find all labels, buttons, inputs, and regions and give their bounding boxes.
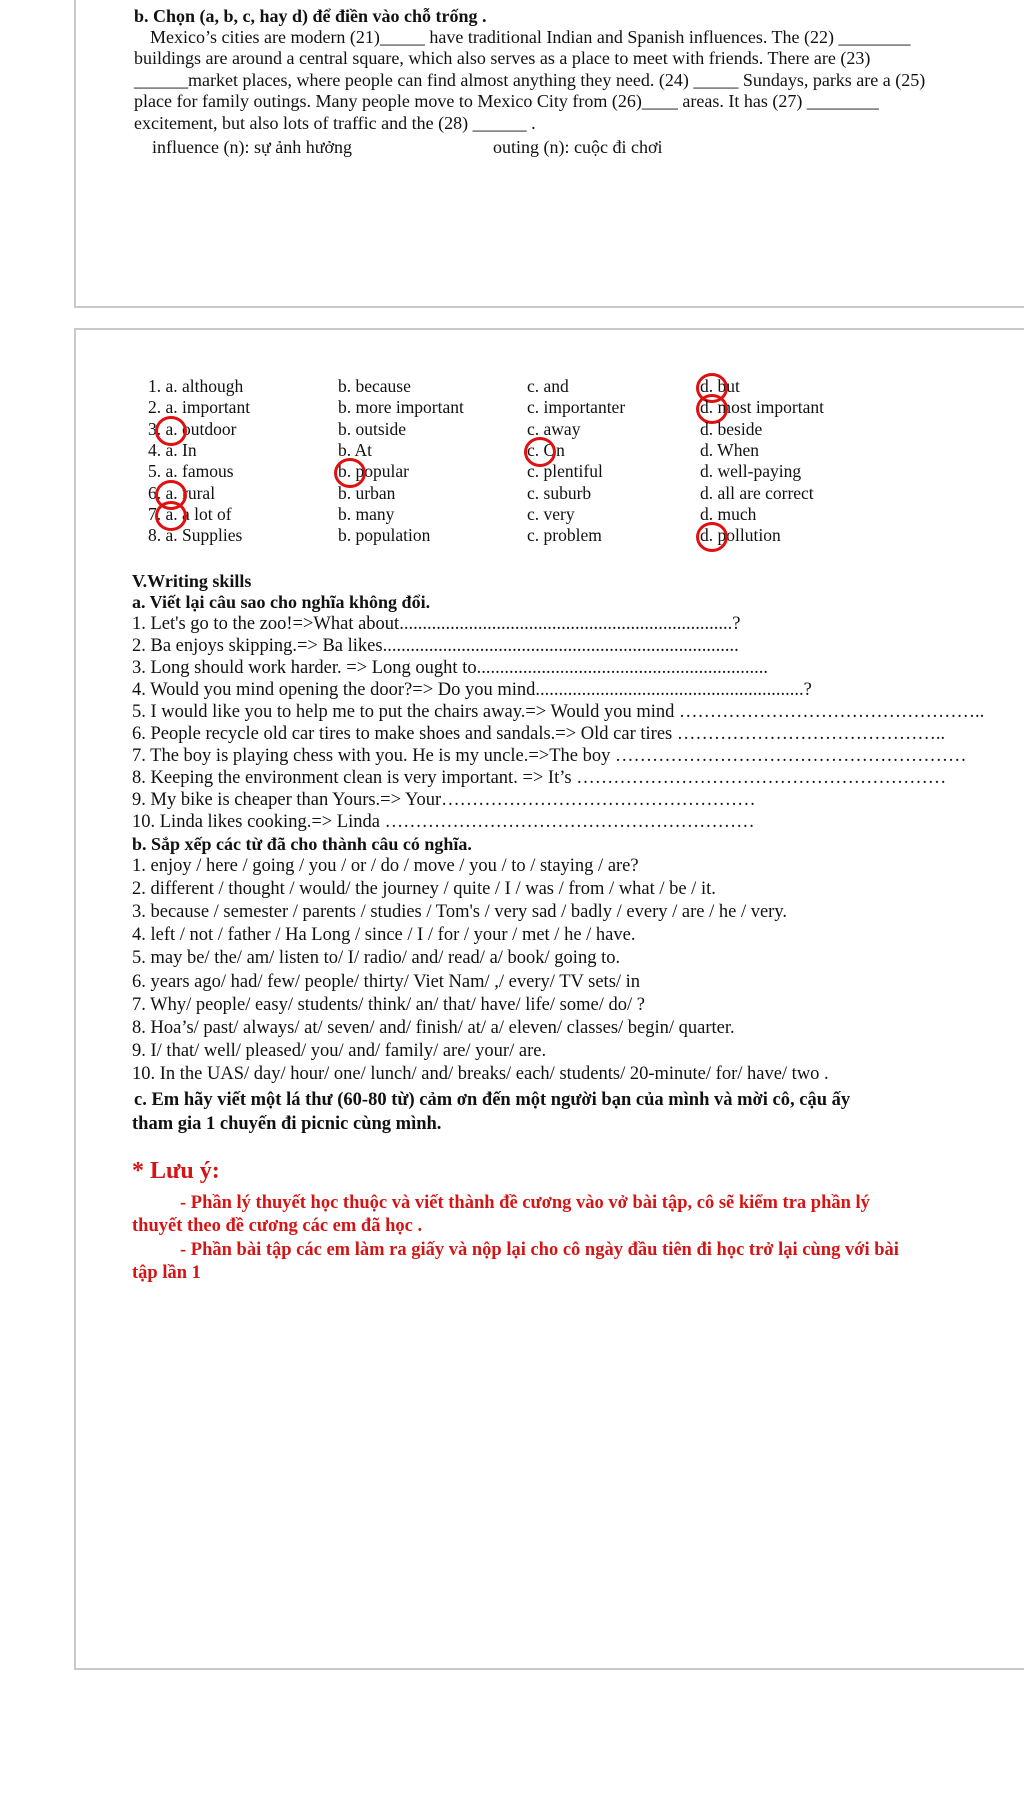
answer-3-option-b: b. outside <box>338 418 407 439</box>
answer-6-option-c: c. suburb <box>527 482 592 503</box>
letter-task-line-1: c. Em hãy viết một lá thư (60-80 từ) cảm ơn đến một người bạn của mình và mời cô, cậu ấy <box>134 1090 851 1110</box>
answer-2-option-d: d. most important <box>700 397 824 418</box>
answer-4-option-b: b. At <box>338 439 373 460</box>
answer-8-option-c: c. problem <box>527 525 602 546</box>
arrange-title: b. Sắp xếp các từ đã cho thành câu có nghĩa. <box>132 834 472 854</box>
note-line-2: thuyết theo đề cương các em đã học . <box>132 1216 423 1236</box>
answer-3-option-d: d. beside <box>700 418 763 439</box>
rewrite-item-3: 3. Long should work harder. => Long ought to............................................................... <box>132 658 768 678</box>
answer-7-option-d: d. much <box>700 503 757 524</box>
answer-2-option-c: c. importanter <box>527 397 626 418</box>
section-b-title: b. Chọn (a, b, c, hay d) để điền vào chỗ trống . <box>134 6 487 26</box>
vocab-outing: outing (n): cuộc đi chơi <box>493 137 663 157</box>
answer-3-option-c: c. away <box>527 418 581 439</box>
answer-3-option-a: 3. a. outdoor <box>148 418 237 439</box>
answer-4-option-a: 4. a. In <box>148 439 197 460</box>
passage-line-1: Mexico’s cities are modern (21)_____ have traditional Indian and Spanish influences. The (22) ________ <box>150 27 911 47</box>
rewrite-item-6: 6. People recycle old car tires to make shoes and sandals.=> Old car tires …………………………………….. <box>132 724 946 744</box>
writing-title: V.Writing skills <box>132 571 252 591</box>
rewrite-item-2: 2. Ba enjoys skipping.=> Ba likes............................................................................. <box>132 636 739 656</box>
answer-2-option-b: b. more important <box>338 397 464 418</box>
answer-5-option-a: 5. a. famous <box>148 461 234 482</box>
arrange-item-4: 4. left / not / father / Ha Long / since / I / for / your / met / he / have. <box>132 925 636 946</box>
answer-4-option-c: c. On <box>527 439 565 460</box>
arrange-item-2: 2. different / thought / would/ the journey / quite / I / was / from / what / be / it. <box>132 879 716 900</box>
rewrite-item-4: 4. Would you mind opening the door?=> Do you mind..........................................................? <box>132 680 812 700</box>
answer-6-option-d: d. all are correct <box>700 482 814 503</box>
arrange-item-6: 6. years ago/ had/ few/ people/ thirty/ Viet Nam/ ,/ every/ TV sets/ in <box>132 971 641 992</box>
arrange-item-8: 8. Hoa’s/ past/ always/ at/ seven/ and/ finish/ at/ a/ eleven/ classes/ begin/ quarter. <box>132 1017 735 1038</box>
answer-1-option-b: b. because <box>338 376 411 396</box>
arrange-item-3: 3. because / semester / parents / studies / Tom's / very sad / badly / every / are / he / very. <box>132 902 788 923</box>
answer-5-option-d: d. well-paying <box>700 461 802 482</box>
answer-6-option-b: b. urban <box>338 482 396 503</box>
rewrite-item-9: 9. My bike is cheaper than Yours.=> Your…………………………………………… <box>132 790 756 810</box>
answer-4-option-d: d. When <box>700 439 759 460</box>
answer-1-option-a: 1. a. although <box>148 376 244 396</box>
note-line-1: - Phần lý thuyết học thuộc và viết thành đề cương vào vở bài tập, cô sẽ kiểm tra phần lý <box>180 1193 870 1213</box>
answer-2-option-a: 2. a. important <box>148 397 251 418</box>
arrange-item-10: 10. In the UAS/ day/ hour/ one/ lunch/ and/ breaks/ each/ students/ 20-minute/ for/ have/ two . <box>132 1063 829 1084</box>
rewrite-item-10: 10. Linda likes cooking.=> Linda …………………………………………………… <box>132 812 755 832</box>
passage-line-4: place for family outings. Many people move to Mexico City from (26)____ areas. It has (27) ________ <box>134 91 879 111</box>
answer-8-option-d: d. pollution <box>700 525 781 546</box>
arrange-item-7: 7. Why/ people/ easy/ students/ think/ an/ that/ have/ life/ some/ do/ ? <box>132 994 645 1015</box>
arrange-item-1: 1. enjoy / here / going / you / or / do / move / you / to / staying / are? <box>132 856 639 876</box>
answer-7-option-a: 7. a. a lot of <box>148 503 232 524</box>
letter-task-line-2: tham gia 1 chuyến đi picnic cùng mình. <box>132 1114 442 1134</box>
rewrite-item-8: 8. Keeping the environment clean is very important. => It’s …………………………………………………… <box>132 768 947 788</box>
answer-7-option-b: b. many <box>338 503 395 524</box>
rewrite-title: a. Viết lại câu sao cho nghĩa không đổi. <box>132 592 431 612</box>
passage-line-5: excitement, but also lots of traffic and the (28) ______ . <box>134 113 536 133</box>
answer-6-option-a: 6. a. rural <box>148 482 216 503</box>
answer-5-option-b: b. popular <box>338 461 409 482</box>
note-line-4: tập lần 1 <box>132 1263 201 1283</box>
rewrite-item-7: 7. The boy is playing chess with you. He is my uncle.=>The boy ………………………………………………… <box>132 746 967 766</box>
rewrite-item-1: 1. Let's go to the zoo!=>What about........................................................................? <box>132 614 741 634</box>
note-title: * Lưu ý: <box>132 1158 220 1184</box>
answer-1-option-c: c. and <box>527 376 569 396</box>
answer-7-option-c: c. very <box>527 503 575 524</box>
answer-8-option-a: 8. a. Supplies <box>148 525 243 546</box>
note-line-3: - Phần bài tập các em làm ra giấy và nộp lại cho cô ngày đầu tiên đi học trở lại cùng với bài <box>180 1240 899 1260</box>
vocab-influence: influence (n): sự ảnh hưởng <box>152 137 352 157</box>
passage-line-2: buildings are around a central square, which also serves as a place to meet with friends. There are (23) <box>134 48 871 68</box>
arrange-item-9: 9. I/ that/ well/ pleased/ you/ and/ family/ are/ your/ are. <box>132 1040 547 1061</box>
answer-8-option-b: b. population <box>338 525 431 546</box>
answer-1-option-d: d. but <box>700 376 740 396</box>
arrange-item-5: 5. may be/ the/ am/ listen to/ I/ radio/ and/ read/ a/ book/ going to. <box>132 948 621 969</box>
answer-5-option-c: c. plentiful <box>527 461 603 482</box>
passage-line-3: ______market places, where people can find almost anything they need. (24) _____ Sundays, parks are a (25) <box>134 70 926 90</box>
rewrite-item-5: 5. I would like you to help me to put the chairs away.=> Would you mind ………………………………………….. <box>132 702 985 722</box>
